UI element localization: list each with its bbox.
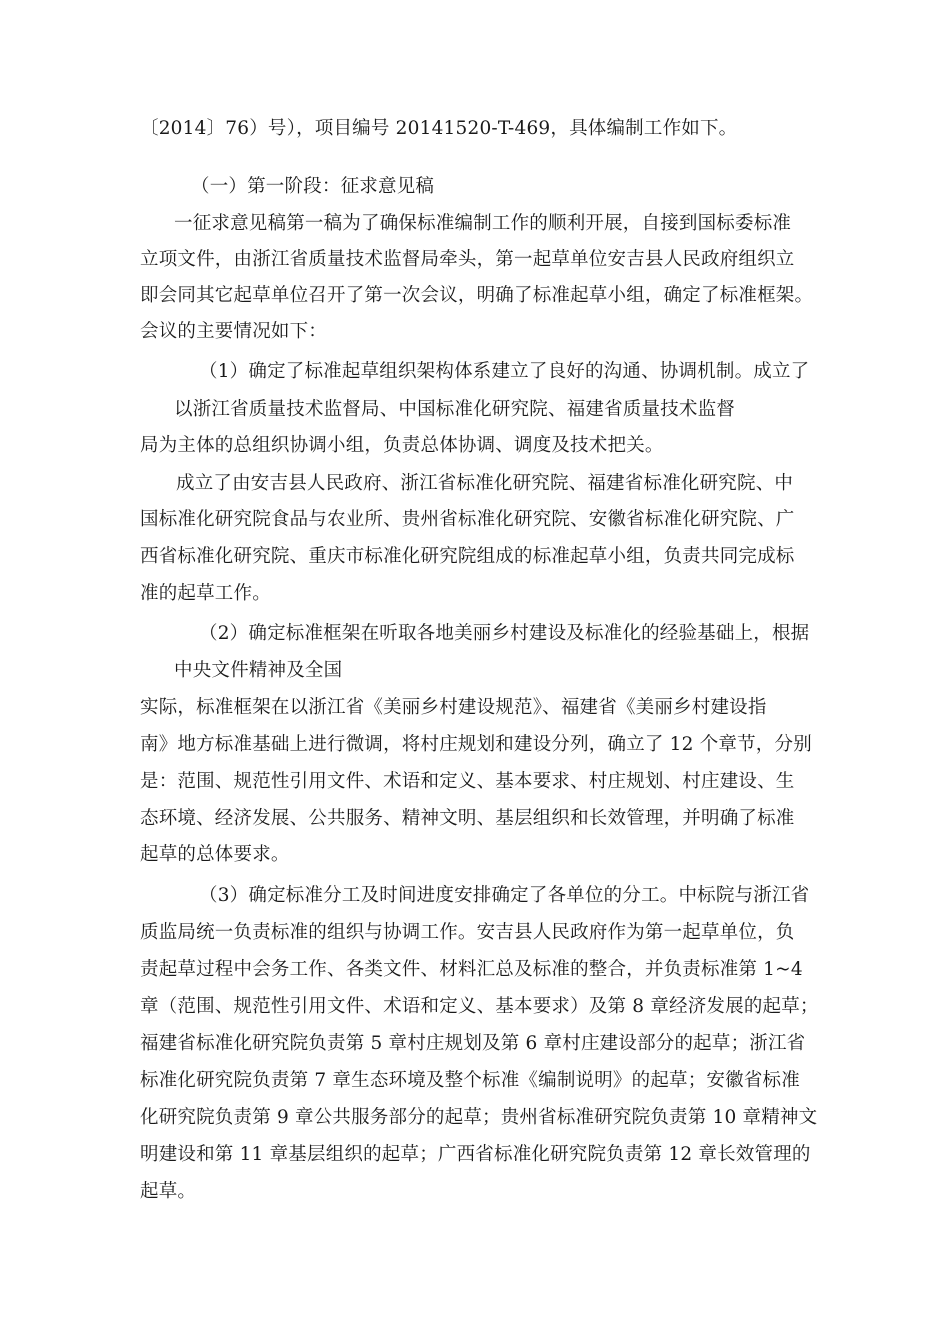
text-line: 成立了由安吉县人民政府、浙江省标准化研究院、福建省标准化研究院、中 [176,473,794,494]
text-line: 是：范围、规范性引用文件、术语和定义、基本要求、村庄规划、村庄建设、生 [140,771,795,792]
text-line: 明建设和第 11 章基层组织的起草；广西省标准化研究院负责第 12 章长效管理的 [140,1144,811,1165]
text-line: 化研究院负责第 9 章公共服务部分的起草；贵州省标准研究院负责第 10 章精神文 [140,1107,818,1128]
text-line: 起草。 [140,1181,197,1202]
text-line: 一征求意见稿第一稿为了确保标准编制工作的顺利开展，自接到国标委标准 [174,213,792,234]
text-line: 〔2014〕76）号），项目编号 20141520-T-469，具体编制工作如下。 [140,118,738,139]
text-line: 起草的总体要求。 [140,844,290,865]
text-line: 准的起草工作。 [140,583,271,604]
text-line: 即会同其它起草单位召开了第一次会议，明确了标准起草小组，确定了标准框架。 [140,285,814,306]
text-line: （3）确定标准分工及时间进度安排确定了各单位的分工。中标院与浙江省 [199,885,810,906]
text-line: 态环境、经济发展、公共服务、精神文明、基层组织和长效管理，并明确了标准 [140,808,795,829]
text-line: （1）确定了标准起草组织架构体系建立了良好的沟通、协调机制。成立了 [199,361,810,382]
text-line: 中央文件精神及全国 [174,660,343,681]
text-line: 立项文件，由浙江省质量技术监督局牵头，第一起草单位安吉县人民政府组织立 [140,249,795,270]
text-line: 国标准化研究院食品与农业所、贵州省标准化研究院、安徽省标准化研究院、广 [140,509,795,530]
text-line: （2）确定标准框架在听取各地美丽乡村建设及标准化的经验基础上，根据 [199,623,810,644]
text-line: 章（范围、规范性引用文件、术语和定义、基本要求）及第 8 章经济发展的起草； [140,996,819,1017]
text-line: 局为主体的总组织协调小组，负责总体协调、调度及技术把关。 [140,435,664,456]
text-line: 实际，标准框架在以浙江省《美丽乡村建设规范》、福建省《美丽乡村建设指 [140,697,767,718]
text-line: 标准化研究院负责第 7 章生态环境及整个标准《编制说明》的起草；安徽省标准 [140,1070,800,1091]
text-line: 西省标准化研究院、重庆市标准化研究院组成的标准起草小组，负责共同完成标 [140,546,795,567]
text-line: 以浙江省质量技术监督局、中国标准化研究院、福建省质量技术监督 [174,399,736,420]
text-line: 福建省标准化研究院负责第 5 章村庄规划及第 6 章村庄建设部分的起草；浙江省 [140,1033,806,1054]
text-line: 质监局统一负责标准的组织与协调工作。安吉县人民政府作为第一起草单位，负 [140,922,795,943]
text-line: 会议的主要情况如下： [140,321,328,342]
section-heading: （一）第一阶段：征求意见稿 [191,176,435,197]
text-line: 南》地方标准基础上进行微调，将村庄规划和建设分列，确立了 12 个章节，分别 [140,734,812,755]
text-line: 责起草过程中会务工作、各类文件、材料汇总及标准的整合，并负责标准第 1~4 [140,959,803,980]
